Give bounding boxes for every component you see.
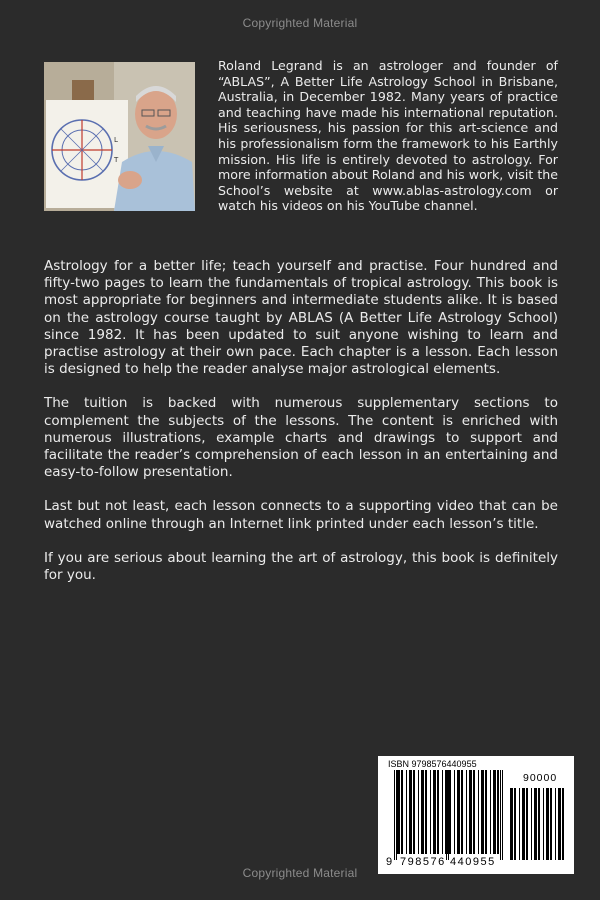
author-bio: Roland Legrand is an astrologer and founder of “ABLAS”, A Better Life Astrology School in Brisbane, Australia, in December 1982. Many years of practice and teaching have made his international reputation. His seriousness, his passion for this art-science and his professionalism form the framework to his Earthly mission. His life is entirely devoted to astrology. For more information about Roland and his work, visit the School’s website at www.ablas-astrology.com or watch his videos on his YouTube channel. [218, 58, 558, 214]
description-paragraph: If you are serious about learning the art of astrology, this book is definitely for you. [44, 549, 558, 584]
copyright-watermark-top: Copyrighted Material [242, 16, 358, 30]
isbn-label: ISBN 9798576440955 [388, 759, 477, 769]
description-paragraph: Last but not least, each lesson connects to a supporting video that can be watched online through an Internet link printed under each lesson’s title. [44, 498, 558, 532]
svg-text:T: T [114, 156, 119, 164]
barcode-right-digits: 440955 [450, 856, 496, 868]
barcode-first-digit: 9 [386, 856, 394, 868]
description-paragraph: Astrology for a better life; teach yourself and practise. Four hundred and fifty-two pages to learn the fundamentals of tropical astrology. This book is most appropriate for beginners and intermediate students alike. It is based on the astrology course taught by ABLAS (A Better Life Astrology School) since 1982. It has been updated to suit anyone wishing to learn and practise astrology at their own pace. Each chapter is a lesson. Each lesson is designed to help the reader analyse major astrological elements. [44, 258, 558, 378]
price-code: 90000 [523, 772, 558, 784]
barcode-left-digits: 798576 [400, 856, 446, 868]
description-paragraph: The tuition is backed with numerous supplementary sections to complement the subjects of the lessons. The content is enriched with numerous illustrations, example charts and drawings to support and facilitate the reader’s comprehension of each lesson in an entertaining and easy-to-follow presentation. [44, 395, 558, 481]
copyright-watermark-bottom: Copyrighted Material [242, 866, 358, 880]
book-description [44, 258, 558, 601]
author-photo [44, 62, 195, 211]
svg-text:L: L [114, 136, 118, 144]
isbn-barcode [378, 756, 574, 874]
